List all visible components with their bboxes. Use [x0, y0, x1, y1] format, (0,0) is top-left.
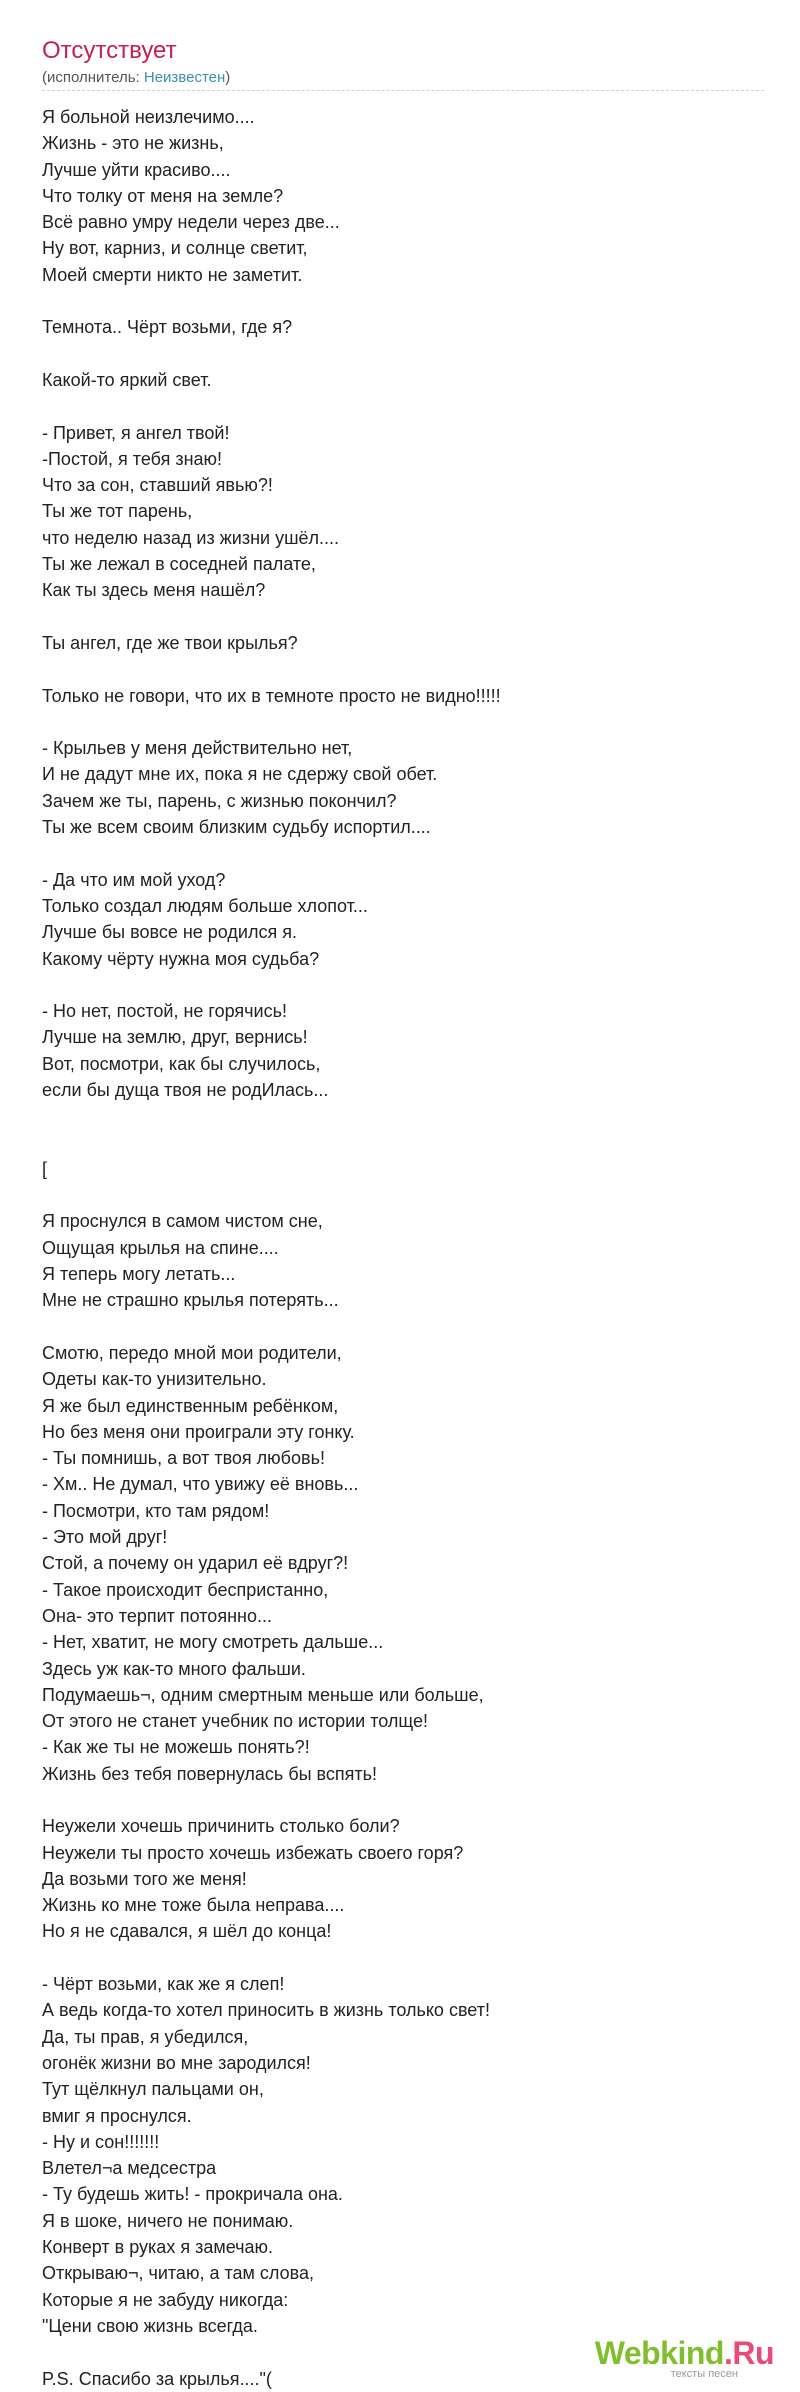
- lyric-line: Какому чёрту нужна моя судьба?: [42, 948, 320, 969]
- lyric-line: Смотю, передо мной мои родители,: [42, 1342, 342, 1363]
- lyric-line: [42, 393, 764, 419]
- header-divider: [42, 90, 764, 91]
- lyric-line: - Чёрт возьми, как же я слеп!: [42, 1974, 285, 1995]
- lyric-line: [42, 840, 764, 866]
- lyric-line: [42, 1130, 764, 1156]
- lyric-line: Мне не страшно крылья потерять...: [42, 1290, 339, 1311]
- lyric-line: Вот, посмотри, как бы случилось,: [42, 1053, 321, 1074]
- lyric-line: Конверт в руках я замечаю.: [42, 2237, 274, 2258]
- song-header: [42, 36, 772, 88]
- lyric-line: вмиг я проснулся.: [42, 2105, 192, 2126]
- lyric-line: - Как же ты не можешь понять?!: [42, 1737, 310, 1758]
- lyric-line: Неужели ты просто хочешь избежать своего горя?: [42, 1842, 464, 1863]
- performer-link[interactable]: Неизвестен: [143, 69, 226, 86]
- lyric-line: [42, 604, 764, 630]
- lyric-line: Я больной неизлечимо....: [42, 107, 255, 127]
- lyric-line: Что толку от меня на земле?: [42, 185, 284, 206]
- lyric-line: [42, 288, 764, 314]
- lyric-line: Всё равно умру недели через две...: [42, 212, 340, 233]
- lyric-line: Здесь уж как-то много фальши.: [42, 1658, 306, 1679]
- lyric-line: [42, 972, 764, 998]
- lyric-line: Ты ангел, где же твои крылья?: [42, 632, 298, 653]
- lyrics-text: [42, 104, 764, 2392]
- lyric-line: От этого не станет учебник по истории толще!: [42, 1711, 429, 1732]
- logo-dot: .: [723, 2335, 733, 2371]
- lyric-line: [42, 1945, 764, 1971]
- logo-main: Webkind: [594, 2335, 724, 2371]
- lyric-line: - Хм.. Не думал, что увижу её вновь...: [42, 1474, 359, 1495]
- lyric-line: Только не говори, что их в темноте просто не видно!!!!!: [42, 685, 501, 706]
- lyric-line: - Посмотри, кто там рядом!: [42, 1500, 270, 1521]
- lyric-line: Стой, а почему он ударил её вдруг?!: [42, 1553, 349, 1574]
- performer-suffix: ): [225, 69, 231, 86]
- lyric-line: Я проснулся в самом чистом сне,: [42, 1211, 323, 1232]
- lyric-line: Подумаешь¬, одним смертным меньше или больше,: [42, 1684, 484, 1705]
- lyric-line: Жизнь ко мне тоже была неправа....: [42, 1895, 345, 1916]
- lyric-line: Ты же тот парень,: [42, 501, 193, 522]
- lyric-line: - Нет, хватит, не могу смотреть дальше...: [42, 1632, 384, 1653]
- lyric-line: Но я не сдавался, я шёл до конца!: [42, 1921, 332, 1942]
- logo-tagline: тексты песен: [670, 2368, 738, 2380]
- lyric-line: Да возьми того же меня!: [42, 1868, 247, 1889]
- lyric-line: [: [42, 1158, 48, 1179]
- lyric-line: Ты же всем своим близким судьбу испортил....: [42, 817, 431, 838]
- lyric-line: [42, 709, 764, 735]
- lyric-line: - Но нет, постой, не горячись!: [42, 1001, 287, 1022]
- performer-line: [42, 68, 772, 88]
- lyric-line: -Постой, я тебя знаю!: [42, 448, 223, 469]
- lyric-line: Лучше на землю, друг, вернись!: [42, 1027, 308, 1048]
- lyric-line: Ты же лежал в соседней палате,: [42, 554, 316, 575]
- lyric-line: Одеты как-то унизительно.: [42, 1369, 267, 1390]
- lyric-line: Влетел¬а медсестра: [42, 2158, 217, 2179]
- lyric-line: Я же был единственным ребёнком,: [42, 1395, 339, 1416]
- lyric-line: - Такое происходит беспристанно,: [42, 1579, 329, 1600]
- lyric-line: Неужели хочешь причинить столько боли?: [42, 1816, 400, 1837]
- lyric-line: - Это мой друг!: [42, 1527, 168, 1548]
- lyric-line: Да, ты прав, я убедился,: [42, 2026, 249, 2047]
- lyric-line: Ощущая крылья на спине....: [42, 1237, 279, 1258]
- lyric-line: P.S. Спасибо за крылья...."(: [42, 2368, 272, 2389]
- lyric-line: Ну вот, карниз, и солнце светит,: [42, 238, 308, 259]
- lyric-line: Которые я не забуду никогда:: [42, 2289, 289, 2310]
- lyric-line: Что за сон, ставший явью?!: [42, 475, 273, 496]
- lyric-line: Только создал людям больше хлопот...: [42, 895, 368, 916]
- lyric-line: Лучше бы вовсе не родился я.: [42, 922, 297, 943]
- lyric-line: Открываю¬, читаю, а там слова,: [42, 2263, 314, 2284]
- lyric-line: - Да что им мой уход?: [42, 869, 226, 890]
- lyric-line: Я теперь могу летать...: [42, 1264, 236, 1285]
- lyric-line: Какой-то яркий свет.: [42, 369, 212, 390]
- lyric-line: [42, 1103, 764, 1129]
- lyric-line: "Цени свою жизнь всегда.: [42, 2315, 258, 2336]
- song-title: Отсутствует: [42, 37, 177, 64]
- lyric-line: огонёк жизни во мне зародился!: [42, 2052, 311, 2073]
- lyric-line: [42, 341, 764, 367]
- lyric-line: [42, 1182, 764, 1208]
- lyric-line: Жизнь без тебя повернулась бы вспять!: [42, 1763, 378, 1784]
- lyric-line: Я в шоке, ничего не понимаю.: [42, 2210, 294, 2231]
- logo-wordmark: [595, 2336, 774, 2370]
- lyric-line: Но без меня они проиграли эту гонку.: [42, 1421, 355, 1442]
- lyric-line: Моей смерти никто не заметит.: [42, 264, 303, 285]
- lyric-line: [42, 1787, 764, 1813]
- lyric-line: А ведь когда-то хотел приносить в жизнь только свет!: [42, 2000, 490, 2021]
- lyric-line: - Крыльев у меня действительно нет,: [42, 738, 353, 759]
- lyric-line: Зачем же ты, парень, с жизнью покончил?: [42, 790, 397, 811]
- site-logo[interactable]: [595, 2336, 774, 2380]
- lyric-line: И не дадут мне их, пока я не сдержу свой обет.: [42, 764, 438, 785]
- lyric-line: Темнота.. Чёрт возьми, где я?: [42, 317, 293, 338]
- lyric-line: [42, 656, 764, 682]
- lyric-line: если бы дуща твоя не родИлась...: [42, 1079, 329, 1100]
- lyric-line: Тут щёлкнул пальцами он,: [42, 2079, 264, 2100]
- lyric-line: Лучше уйти красиво....: [42, 159, 231, 180]
- lyric-line: Жизнь - это не жизнь,: [42, 133, 224, 154]
- lyric-line: [42, 1314, 764, 1340]
- lyric-line: - Привет, я ангел твой!: [42, 422, 230, 443]
- lyric-line: Как ты здесь меня нашёл?: [42, 580, 266, 601]
- logo-tld: Ru: [732, 2335, 774, 2371]
- performer-prefix: (исполнитель:: [42, 69, 144, 86]
- lyric-line: что неделю назад из жизни ушёл....: [42, 527, 340, 548]
- lyric-line: - Ну и сон!!!!!!!: [42, 2131, 160, 2152]
- lyric-line: Она- это терпит потоянно...: [42, 1605, 272, 1626]
- lyric-line: - Ты помнишь, а вот твоя любовь!: [42, 1448, 325, 1469]
- lyric-line: - Ту будешь жить! - прокричала она.: [42, 2184, 343, 2205]
